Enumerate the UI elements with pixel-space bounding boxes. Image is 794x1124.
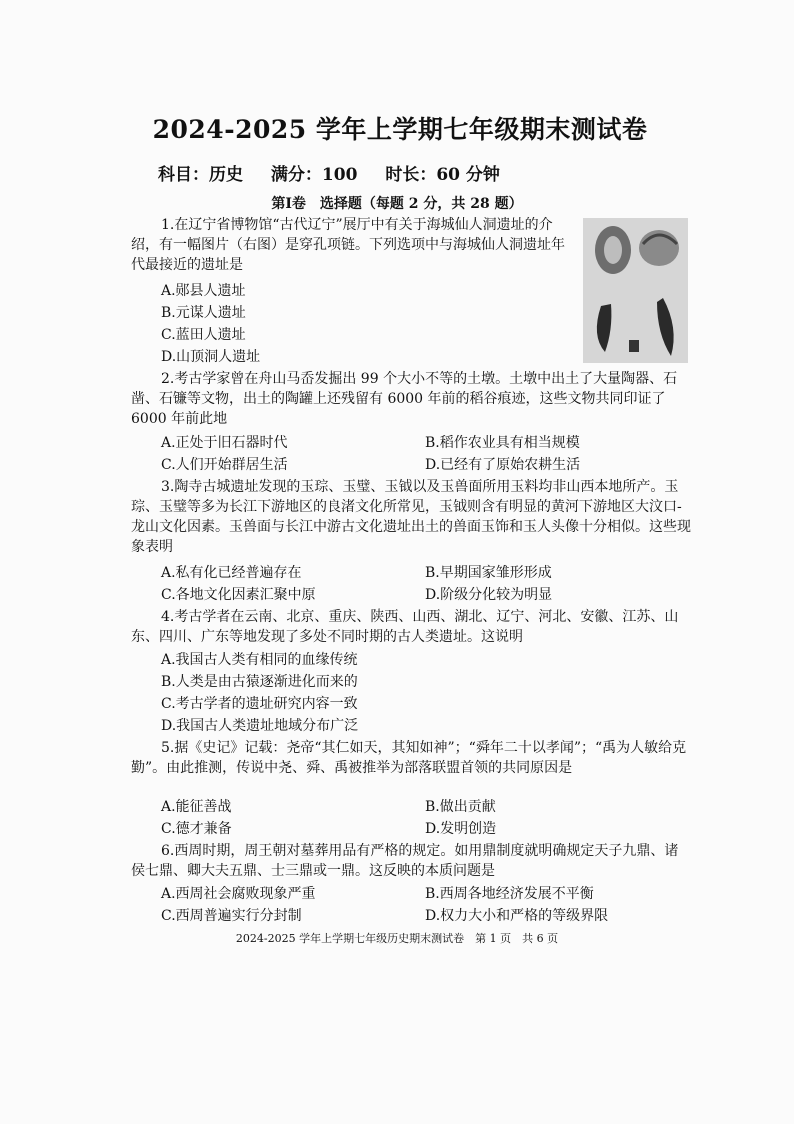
- question-4-stem: 4.考古学者在云南、北京、重庆、陕西、山西、湖北、辽宁、河北、安徽、江苏、山东、四川、广东等地发现了多处不同时期的古人类遗址。这说明: [131, 609, 679, 645]
- question-2-option-c: C.人们开始群居生活: [161, 457, 288, 473]
- question-6-option-c: C.西周普遍实行分封制: [161, 908, 302, 924]
- question-1-stem: 1.在辽宁省博物馆“古代辽宁”展厅中有关于海城仙人洞遗址的介绍，有一幅图片（右图）是穿孔项链。下列选项中与海城仙人洞遗址年代最接近的遗址是: [131, 217, 565, 273]
- question-2-option-b: B.稻作农业具有相当规模: [425, 435, 580, 451]
- question-5-stem: 5.据《史记》记载：尧帝“其仁如天，其知如神”；“舜年二十以孝闻”；“禹为人敏给克勤”。由此推测，传说中尧、舜、禹被推举为部落联盟首领的共同原因是: [131, 740, 687, 776]
- question-2-option-a: A.正处于旧石器时代: [161, 435, 288, 451]
- question-6-stem: 6.西周时期，周王朝对墓葬用品有严格的规定。如用鼎制度就明确规定天子九鼎、诸侯七鼎、卿大夫五鼎、士三鼎或一鼎。这反映的本质问题是: [131, 843, 679, 879]
- question-6-option-d: D.权力大小和严格的等级界限: [425, 908, 609, 924]
- question-5-option-a: A.能征善战: [161, 799, 232, 815]
- question-6-option-a: A.西周社会腐败现象严重: [161, 886, 316, 902]
- duration-label: 时长：60 分钟: [385, 165, 500, 185]
- question-2-stem: 2.考古学家曾在舟山马岙发掘出 99 个大小不等的土墩。土墩中出土了大量陶器、石凿、石镰等文物，出土的陶罐上还残留有 6000 年前的稻谷痕迹，这些文物共同印证了 6000 年前此地: [131, 371, 678, 427]
- question-1-option-a: A.郧县人遗址: [161, 283, 246, 299]
- question-3-stem: 3.陶寺古城遗址发现的玉琮、玉璧、玉钺以及玉兽面所用玉料均非山西本地所产。玉琮、玉璧等多为长江下游地区的良渚文化所常见，玉钺则含有明显的黄河下游地区大汶口-龙山文化因素。玉兽面与长江中游古文化遗址出土的兽面玉饰和玉人头像十分相似。这些现象表明: [131, 479, 691, 555]
- exam-meta: [158, 160, 522, 185]
- full-score-label: 满分：100: [270, 165, 358, 185]
- question-1-option-d: D.山顶洞人遗址: [161, 349, 261, 365]
- question-3-option-b: B.早期国家雏形形成: [425, 565, 552, 581]
- question-1-option-b: B.元谋人遗址: [161, 305, 246, 321]
- subject-label: 科目：历史: [158, 165, 243, 185]
- question-1-option-c: C.蓝田人遗址: [161, 327, 246, 343]
- question-3-option-d: D.阶级分化较为明显: [425, 587, 553, 603]
- question-4-option-b: B.人类是由古猿逐渐进化而来的: [161, 674, 358, 690]
- question-4-option-c: C.考古学者的遗址研究内容一致: [161, 696, 358, 712]
- question-3-option-a: A.私有化已经普遍存在: [161, 565, 302, 581]
- question-5-option-c: C.德才兼备: [161, 821, 232, 837]
- exam-title: 2024-2025 学年上学期七年级期末测试卷: [152, 115, 648, 144]
- question-5-option-b: B.做出贡献: [425, 799, 496, 815]
- question-6-option-b: B.西周各地经济发展不平衡: [425, 886, 594, 902]
- question-4-option-d: D.我国古人类遗址地域分布广泛: [161, 718, 359, 734]
- perforated-necklace-photo: [583, 218, 688, 363]
- page-footer: 2024-2025 学年上学期七年级历史期末测试卷 第 1 页 共 6 页: [235, 932, 559, 945]
- question-2-option-d: D.已经有了原始农耕生活: [425, 457, 581, 473]
- question-5-option-d: D.发明创造: [425, 821, 497, 837]
- question-3-option-c: C.各地文化因素汇聚中原: [161, 587, 316, 603]
- question-4-option-a: A.我国古人类有相同的血缘传统: [161, 652, 358, 668]
- section-title: 第Ⅰ卷 选择题（每题 2 分，共 28 题）: [271, 196, 523, 212]
